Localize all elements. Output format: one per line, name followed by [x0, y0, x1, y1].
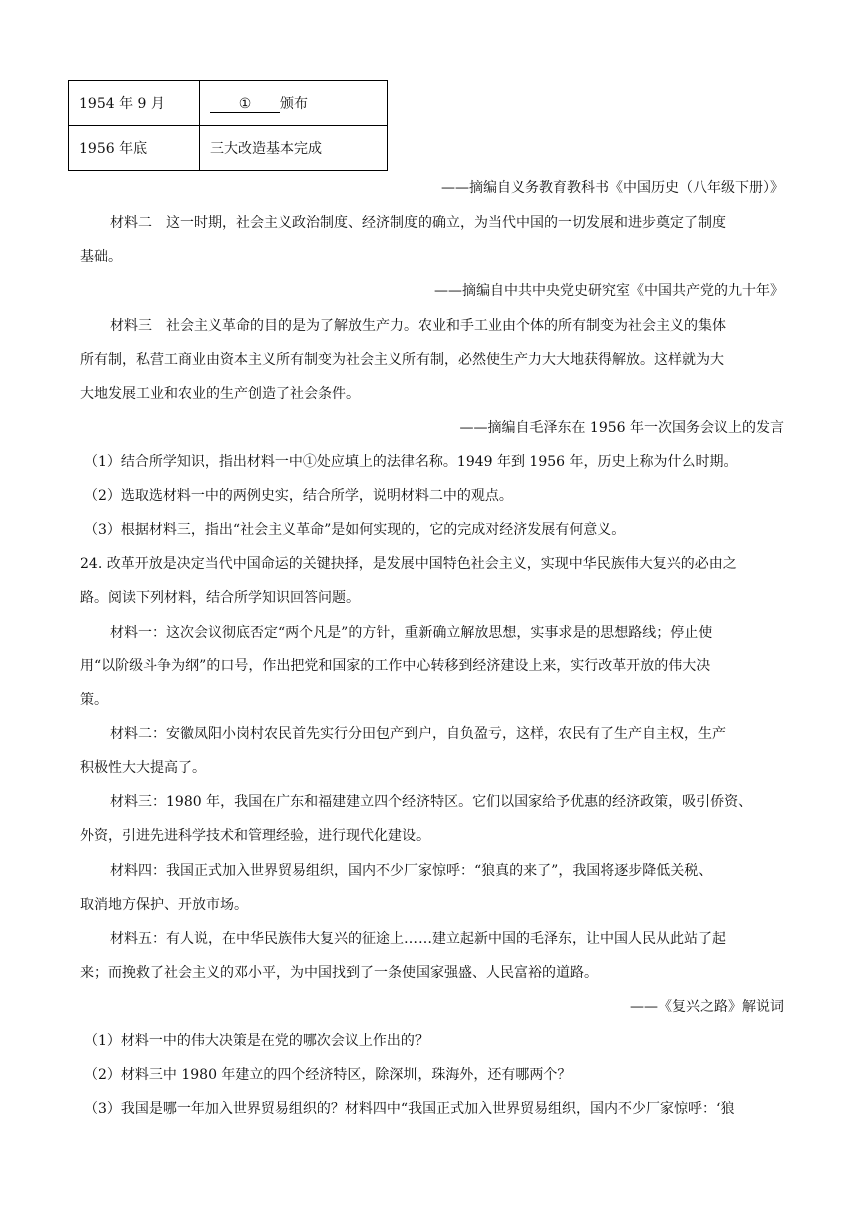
question-item: （3）我国是哪一年加入世界贸易组织的？材料四中“我国正式加入世界贸易组织，国内不少厂家惊呼：‘狼: [84, 1101, 735, 1117]
question-item: （3）根据材料三，指出“社会主义革命”是如何实现的，它的完成对经济发展有何意义。: [84, 522, 626, 538]
source-citation: ——摘编自义务教育教科书《中国历史（八年级下册）》: [441, 180, 784, 196]
material-2-line: 积极性大大提高了。: [80, 760, 206, 776]
event-text: 颁布: [280, 96, 308, 112]
question-item: （2）材料三中 1980 年建立的四个经济特区，除深圳，珠海外，还有哪两个？: [84, 1067, 572, 1083]
material-3-line: 材料三：1980 年，我国在广东和福建建立四个经济特区。它们以国家给予优惠的经济政策，吸引侨资、: [110, 794, 753, 810]
material-1-line: 用“以阶级斗争为纲”的口号，作出把党和国家的工作中心转移到经济建设上来，实行改革开放的伟大决: [80, 658, 711, 674]
material-3-line: 大地发展工业和农业的生产创造了社会条件。: [80, 386, 360, 402]
material-3-line: 所有制，私营工商业由资本主义所有制变为社会主义所有制，必然使生产力大大地获得解放。这样就为大: [80, 352, 724, 368]
material-3-line: 外资，引进先进科学技术和管理经验，进行现代化建设。: [80, 828, 430, 844]
question-item: （2）选取选材料一中的两例史实，结合所学，说明材料二中的观点。: [84, 488, 513, 504]
material-4-line: 材料四：我国正式加入世界贸易组织，国内不少厂家惊呼：“狼真的来了”，我国将逐步降低关税、: [110, 863, 713, 879]
source-citation: ——摘编自中共中央党史研究室《中国共产党的九十年》: [434, 283, 784, 299]
material-1-line: 材料一：这次会议彻底否定“两个凡是”的方针，重新确立解放思想，实事求是的思想路线；停止使: [110, 625, 713, 641]
material-1-line: 策。: [80, 692, 108, 708]
material-5-line: 来；而挽救了社会主义的邓小平，为中国找到了一条使国家强盛、人民富裕的道路。: [80, 965, 598, 981]
question-item: （1）材料一中的伟大决策是在党的哪次会议上作出的？: [84, 1033, 429, 1049]
timeline-table: [68, 80, 388, 171]
table-cell-event: 三大改造基本完成: [200, 126, 388, 171]
question-item: （1）结合所学知识，指出材料一中①处应填上的法律名称。1949 年到 1956 年，历史上称为什么时期。: [84, 454, 738, 470]
table-cell-date: 1956 年底: [69, 126, 200, 171]
source-citation: ——《复兴之路》解说词: [630, 999, 784, 1015]
question-stem: 24. 改革开放是决定当代中国命运的关键抉择，是发展中国特色社会主义，实现中华民族伟大复兴的必由之: [80, 556, 737, 572]
material-3-line: 材料三 社会主义革命的目的是为了解放生产力。农业和手工业由个体的所有制变为社会主义的集体: [110, 318, 726, 334]
table-row: [69, 81, 388, 126]
question-stem: 路。阅读下列材料，结合所学知识回答问题。: [80, 590, 360, 606]
material-4-line: 取消地方保护、开放市场。: [80, 897, 248, 913]
table-cell-date: 1954 年 9 月: [69, 81, 200, 126]
material-2-line: 基础。: [80, 249, 122, 265]
source-citation: ——摘编自毛泽东在 1956 年一次国务会议上的发言: [459, 420, 784, 436]
material-5-line: 材料五：有人说，在中华民族伟大复兴的征途上……建立起新中国的毛泽东，让中国人民从此站了起: [110, 931, 726, 947]
table-row: [69, 126, 388, 171]
table-cell-event: [200, 81, 388, 126]
material-2-line: 材料二 这一时期，社会主义政治制度、经济制度的确立，为当代中国的一切发展和进步奠定了制度: [110, 215, 726, 231]
material-2-line: 材料二：安徽凤阳小岗村农民首先实行分田包产到户，自负盈亏，这样，农民有了生产自主权，生产: [110, 726, 726, 742]
fill-blank: ①: [210, 96, 280, 113]
